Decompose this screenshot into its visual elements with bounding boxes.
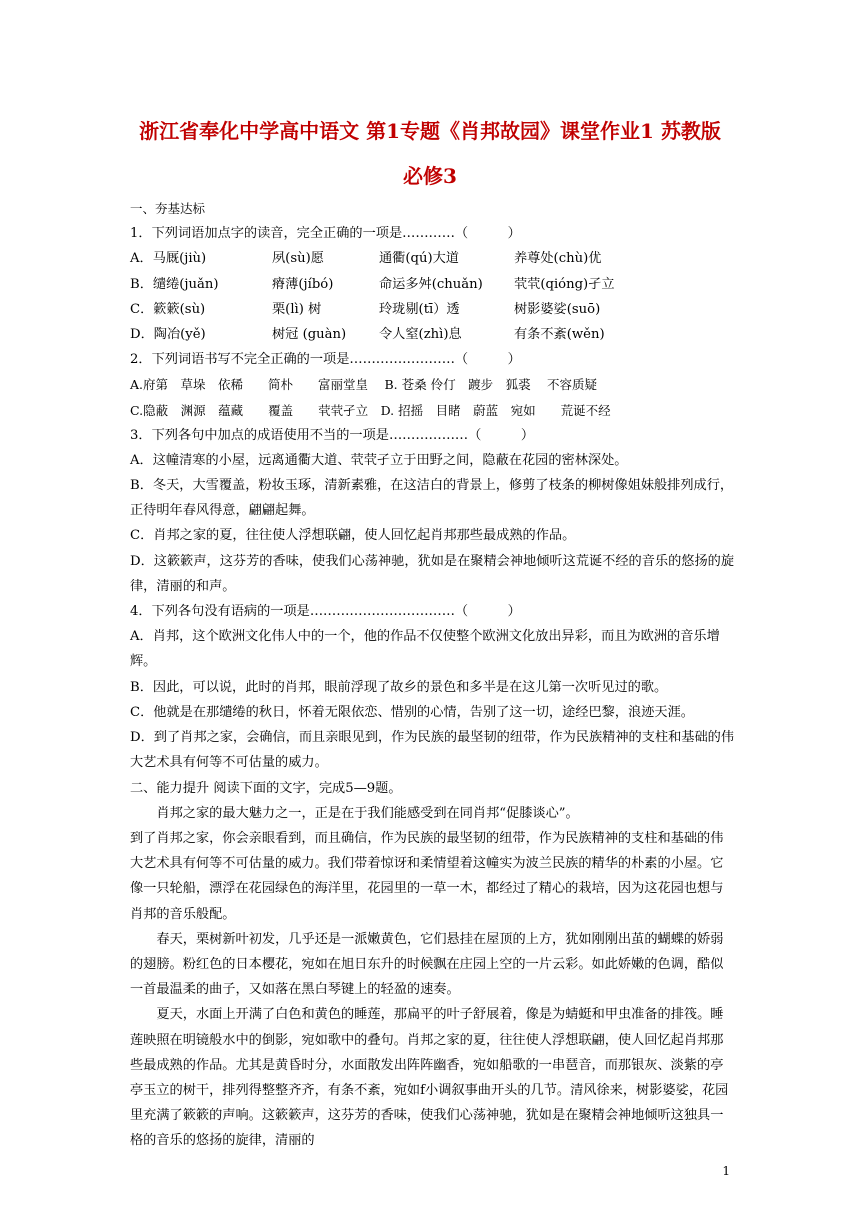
question-3-option-a: A．这幢清寒的小屋，远离通衢大道、茕茕孑立于田野之间，隐蔽在花园的密林深处。 [130,452,628,468]
question-3-option-c: C．肖邦之家的夏，往往使人浮想联翩，使人回忆起肖邦那些最成熟的作品。 [130,528,576,544]
option-item: D．陶冶(yě) [130,326,206,342]
question-4-option-c: C．他就是在那缱绻的秋日，怀着无限依恋、惜别的心情，告别了这一切，途经巴黎，浪迹天涯。 [130,704,694,720]
passage-paragraph-3: 春天，栗树新叶初发，几乎还是一派嫩黄色，它们悬挂在屋顶的上方，犹如刚刚出茧的蝴蝶的娇弱的翅膀。粉红色的日本樱花，宛如在旭日东升的时候飘在庄园上空的一片云彩。如此娇嫩的色调，酷似一首最温柔的曲子，又如落在黑白琴键上的轻盈的速奏。 [130,931,724,998]
option-item: 玲珑剔(tī）透 [379,301,460,317]
option-item: 瘠薄(jíbó) [272,276,334,292]
question-4-stem: 4．下列各句没有语病的一项是……………………………（ ） [130,604,521,620]
question-3-option-d: D．这簌簌声，这芬芳的香味，使我们心荡神驰，犹如是在聚精会神地倾听这荒诞不经的音乐的悠扬的旋律，清丽的和声。 [130,553,735,594]
question-2-options-ab: A.府第 草垛 依稀 简朴 富丽堂皇 B. 苍桑 伶仃 踱步 狐裘 不容质疑 [130,377,598,393]
option-item: C．簌簌(sù) [130,301,206,317]
question-1-option-b [130,272,736,297]
option-item: 树冠 (guàn) [272,326,347,342]
question-4-option-b: B．因此，可以说，此时的肖邦，眼前浮现了故乡的景色和多半是在这儿第一次听见过的歌。 [130,679,668,695]
question-4-option-d: D．到了肖邦之家，会确信，而且亲眼见到，作为民族的最坚韧的纽带，作为民族精神的支柱和基础的伟大艺术具有何等不可估量的威力。 [130,730,735,771]
passage-paragraph-1: 肖邦之家的最大魅力之一，正是在于我们能感受到在同肖邦“促膝谈心”。 [156,805,579,821]
option-item: 令人窒(zhì)息 [379,326,462,342]
option-item: 养尊处(chù)优 [514,251,602,267]
question-3-stem: 3．下列各句中加点的成语使用不当的一项是………………（ ） [130,427,535,443]
option-item: 夙(sù)愿 [272,251,324,267]
passage-paragraph-2: 到了肖邦之家，你会亲眼看到，而且确信，作为民族的最坚韧的纽带，作为民族精神的支柱和基础的伟大艺术具有何等不可估量的威力。我们带着惊讶和柔情望着这幢实为波兰民族的精华的朴素的小屋。它像一只轮船，漂浮在花园绿色的海洋里，花园里的一草一木，都经过了精心的栽培，因为这花园也想与肖邦的音乐般配。 [130,830,724,922]
option-item: 通衢(qú)大道 [379,251,459,267]
section-heading-basic: 一、夯基达标 [130,201,206,216]
option-item: 树影婆娑(suō) [514,301,601,317]
option-item: 茕茕(qióng)孑立 [514,276,615,292]
option-item: B．缱绻(juǎn) [130,276,219,292]
document-title-line1: 浙江省奉化中学高中语文 第1专题《肖邦故园》课堂作业1 苏教版 [139,119,721,143]
question-1-option-a [130,246,736,271]
question-3-option-b: B．冬天，大雪覆盖，粉妆玉琢，清新素雅，在这洁白的背景上，修剪了枝条的柳树像姐妹般排列成行，正待明年春风得意，翩翩起舞。 [130,478,734,519]
option-item: 栗(lì) 树 [272,301,322,317]
question-1-stem: 1．下列词语加点字的读音，完全正确的一项是…………（ ） [130,226,521,242]
document-body [130,196,736,1154]
document-title-line2: 必修3 [403,164,457,188]
page-number: 1 [722,1164,730,1178]
question-2-options-cd: C.隐蔽 渊源 蕴藏 覆盖 茕茕孑立 D. 招摇 目睹 蔚蓝 宛如 荒诞不经 [130,402,611,418]
option-item: A．马厩(jiù) [130,251,207,267]
section-heading-ability: 二、能力提升 阅读下面的文字，完成5—9题。 [130,780,402,796]
option-item: 有条不紊(wěn) [514,326,605,342]
question-1-option-d [130,322,736,347]
option-item: 命运多舛(chuǎn) [379,276,483,292]
question-4-option-a: A．肖邦，这个欧洲文化伟人中的一个，他的作品不仅使整个欧洲文化放出异彩，而且为欧洲的音乐增辉。 [130,629,720,670]
question-2-stem: 2．下列词语书写不完全正确的一项是……………………（ ） [130,352,521,368]
passage-paragraph-4: 夏天，水面上开满了白色和黄色的睡莲，那扁平的叶子舒展着，像是为蜻蜓和甲虫准备的排筏。睡莲映照在明镜般水中的倒影，宛如歌中的叠句。肖邦之家的夏，往往使人浮想联翩，使人回忆起肖邦那些最成熟的作品。尤其是黄昏时分，水面散发出阵阵幽香，宛如船歌的一串琶音，而那银灰、淡紫的亭亭玉立的树干，排列得整整齐齐，有条不紊，宛如f小调叙事曲开头的几节。清风徐来，树影婆娑，花园里充满了簌簌的声响。这簌簌声，这芬芳的香味，使我们心荡神驰，犹如是在聚精会神地倾听这独具一格的音乐的悠扬的旋律，清丽的 [130,1007,729,1149]
question-1-option-c [130,297,736,322]
